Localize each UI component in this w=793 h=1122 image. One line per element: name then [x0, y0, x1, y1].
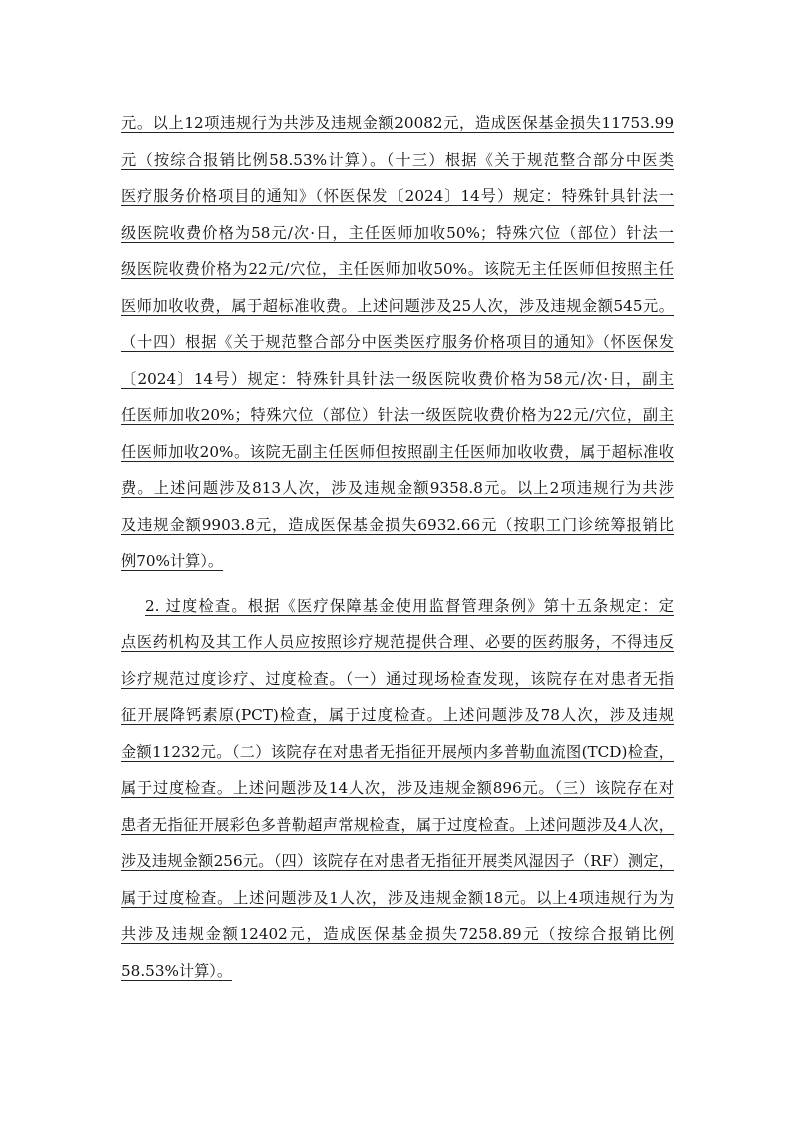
- text-line: 及违规金额9903.8元，造成医保基金损失6932.66元（按职工门诊统筹报销比: [121, 516, 674, 534]
- text-line: （十四）根据《关于规范整合部分中医类医疗服务价格项目的通知》（怀医保发: [121, 333, 674, 351]
- text-line: 共涉及违规金额12402元，造成医保基金损失7258.89元（按综合报销比例: [121, 925, 674, 943]
- text-line: 任医师加收20%。该院无副主任医师但按照副主任医师加收收费，属于超标准收: [121, 443, 674, 461]
- text-line: 属于过度检查。上述问题涉及14人次，涉及违规金额896元。（三）该院存在对: [121, 779, 674, 797]
- text-line: 例70%计算）。: [121, 552, 224, 570]
- section-heading-line: 2. 过度检查。根据《医疗保障基金使用监督管理条例》第十五条规定：定: [145, 597, 674, 615]
- text-line: 患者无指征开展彩色多普勒超声常规检查，属于过度检查。上述问题涉及4人次，: [121, 816, 674, 834]
- text-line: 医疗服务价格项目的通知》（怀医保发〔2024〕14号）规定：特殊针具针法一: [121, 187, 674, 205]
- text-line: 任医师加收20%；特殊穴位（部位）针法一级医院收费价格为22元/穴位，副主: [121, 406, 674, 424]
- text-line: 级医院收费价格为58元/次·日，主任医师加收50%；特殊穴位（部位）针法一: [121, 224, 674, 242]
- text-line: 〔2024〕14号）规定：特殊针具针法一级医院收费价格为58元/次·日，副主: [121, 370, 674, 388]
- text-line: 元（按综合报销比例58.53%计算）。（十三）根据《关于规范整合部分中医类: [121, 151, 674, 169]
- text-line: 属于过度检查。上述问题涉及1人次，涉及违规金额18元。以上4项违规行为为: [121, 889, 674, 907]
- text-line: 涉及违规金额256元。（四）该院存在对患者无指征开展类风湿因子（RF）测定，: [121, 852, 674, 870]
- text-line: 金额11232元。（二）该院存在对患者无指征开展颅内多普勒血流图(TCD)检查，: [121, 743, 674, 761]
- text-line: 级医院收费价格为22元/穴位，主任医师加收50%。该院无主任医师但按照主任: [121, 260, 674, 278]
- text-line: 58.53%计算）。: [121, 962, 233, 980]
- text-line: 征开展降钙素原(PCT)检查，属于过度检查。上述问题涉及78人次，涉及违规: [121, 706, 674, 724]
- text-line: 点医药机构及其工作人员应按照诊疗规范提供合理、必要的医药服务，不得违反: [121, 633, 674, 651]
- text-line: 费。上述问题涉及813人次，涉及违规金额9358.8元。以上2项违规行为共涉: [121, 479, 674, 497]
- text-line: 诊疗规范过度诊疗、过度检查。（一）通过现场检查发现，该院存在对患者无指: [121, 670, 674, 688]
- text-line: 医师加收收费，属于超标准收费。上述问题涉及25人次，涉及违规金额545元。: [121, 297, 674, 315]
- text-line: 元。以上12项违规行为共涉及违规金额20082元，造成医保基金损失11753.99: [121, 114, 674, 132]
